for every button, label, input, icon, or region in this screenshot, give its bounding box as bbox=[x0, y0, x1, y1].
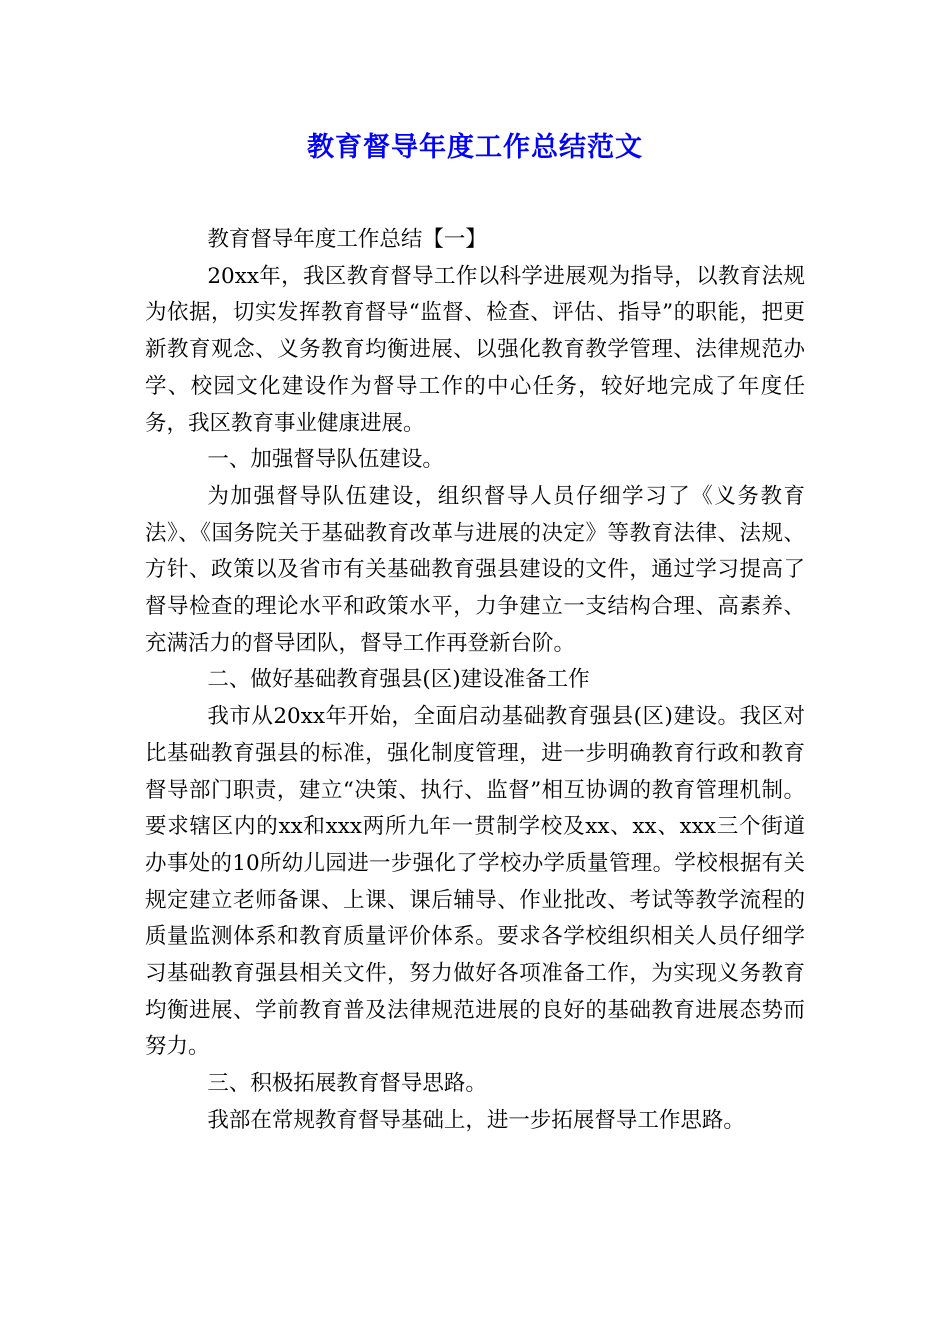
document-title: 教育督导年度工作总结范文 bbox=[307, 132, 643, 163]
section-heading: 教育督导年度工作总结【一】 bbox=[207, 227, 487, 252]
body-paragraph: 我部在常规教育督导基础上，进一步拓展督导工作思路。 bbox=[207, 1107, 745, 1133]
body-paragraph: 我市从20xx年开始，全面启动基础教育强县(区)建设。我区对比基础教育强县的标准，强化制度管理，进一步明确教育行政和教育督导部门职责，建立“决策、执行、监督”相互协调的教育管理机制。要求辖区内的xx和xxx两所九年一贯制学校及xx、xx、xxx三个街道办事处的10所幼儿园进一步强化了学校办学质量管理。学校根据有关规定建立老师备课、上课、课后辅导、作业批改、考试等教学流程的质量监测体系和教育质量评价体系。要求各学校组织相关人员仔细学习基础教育强县相关文件，努力做好各项准备工作，为实现义务教育均衡进展、学前教育普及法律规范进展的良好的基础教育进展态势而努力。 bbox=[145, 704, 805, 1060]
section-heading: 三、积极拓展教育督导思路。 bbox=[207, 1071, 487, 1097]
document-body bbox=[145, 222, 805, 1140]
section-heading: 二、做好基础教育强县(区)建设准备工作 bbox=[207, 667, 590, 693]
body-paragraph: 为加强督导队伍建设，组织督导人员仔细学习了《义务教育法》、《国务院关于基础教育改革与进展的决定》等教育法律、法规、方针、政策以及省市有关基础教育强县建设的文件，通过学习提高了督导检查的理论水平和政策水平，力争建立一支结构合理、高素养、充满活力的督导团队，督导工作再登新台阶。 bbox=[145, 483, 805, 656]
section-heading: 一、加强督导队伍建设。 bbox=[207, 447, 444, 473]
body-paragraph: 20xx年，我区教育督导工作以科学进展观为指导，以教育法规为依据，切实发挥教育督导“监督、检查、评估、指导”的职能，把更新教育观念、义务教育均衡进展、以强化教育教学管理、法律规范办学、校园文化建设作为督导工作的中心任务，较好地完成了年度任务，我区教育事业健康进展。 bbox=[145, 263, 805, 436]
